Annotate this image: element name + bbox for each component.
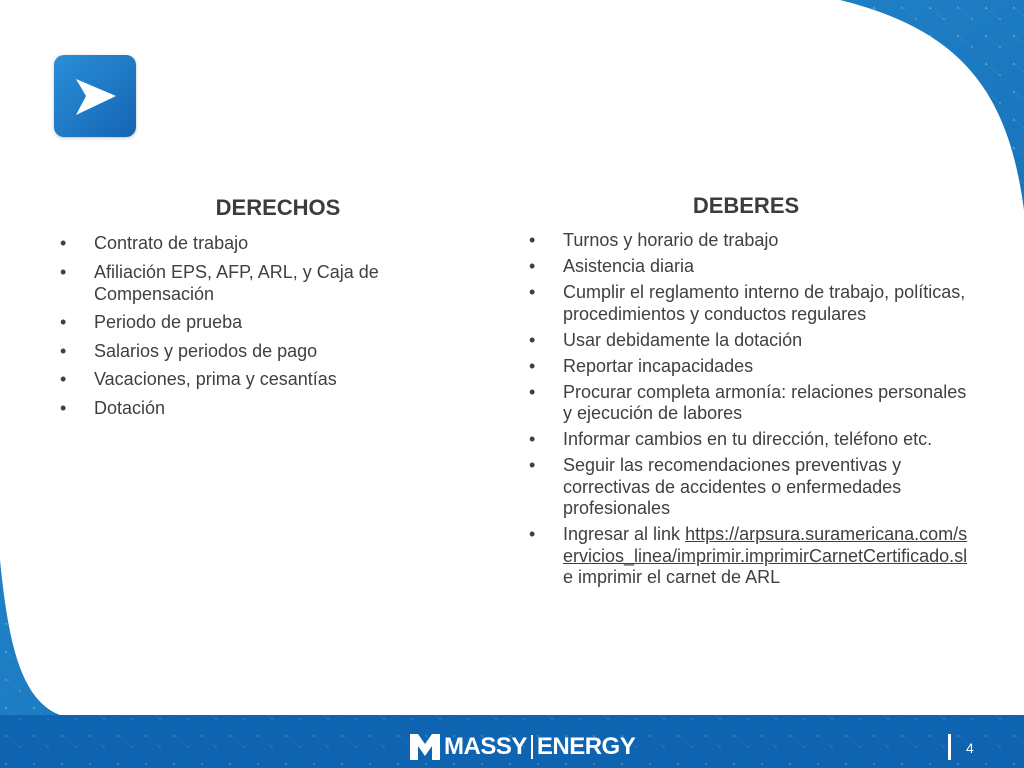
brand-separator: [531, 735, 533, 759]
deberes-item: • Reportar incapacidades: [529, 356, 969, 378]
page-number: 4: [966, 740, 974, 756]
derechos-item: • Salarios y periodos de pago: [60, 340, 460, 362]
page-divider: [948, 734, 951, 760]
derechos-item: • Periodo de prueba: [60, 311, 460, 333]
derechos-item: • Dotación: [60, 397, 460, 419]
right-arrow-icon: [54, 55, 136, 137]
deberes-title: DEBERES: [692, 193, 800, 218]
massy-m-logo-icon: [410, 734, 440, 760]
derechos-list: [60, 232, 460, 425]
deberes-item: • Seguir las recomendaciones preventivas y correctivas de accidentes o enfermedades profesionales: [529, 455, 969, 520]
derechos-item: • Contrato de trabajo: [60, 232, 460, 254]
arl-carnet-link[interactable]: https://arpsura.suramericana.com/servicios_linea/imprimir.imprimirCarnetCertificado.sl: [563, 524, 968, 566]
derechos-title: DERECHOS: [215, 195, 341, 220]
brand-massy: MASSY: [444, 733, 527, 760]
derechos-item: • Afiliación EPS, AFP, ARL, y Caja de Compensación: [60, 261, 460, 305]
deberes-item: • Asistencia diaria: [529, 256, 969, 278]
massy-energy-logo: [410, 733, 635, 761]
deberes-list: [529, 230, 969, 593]
deberes-item: • Informar cambios en tu dirección, teléfono etc.: [529, 429, 969, 451]
nav-arrow-badge: [54, 55, 136, 137]
brand-energy: ENERGY: [536, 733, 636, 760]
deberes-item-link: [529, 524, 969, 589]
link-prefix: Ingresar al link: [563, 524, 686, 544]
link-suffix: e imprimir el carnet de ARL: [563, 567, 781, 587]
deberes-item: • Procurar completa armonía: relaciones personales y ejecución de labores: [529, 382, 969, 425]
deberes-item: • Cumplir el reglamento interno de trabajo, políticas, procedimientos y conductos regulares: [529, 282, 969, 325]
deberes-item: • Usar debidamente la dotación: [529, 330, 969, 352]
derechos-item: • Vacaciones, prima y cesantías: [60, 368, 460, 390]
deberes-item: • Turnos y horario de trabajo: [529, 230, 969, 252]
